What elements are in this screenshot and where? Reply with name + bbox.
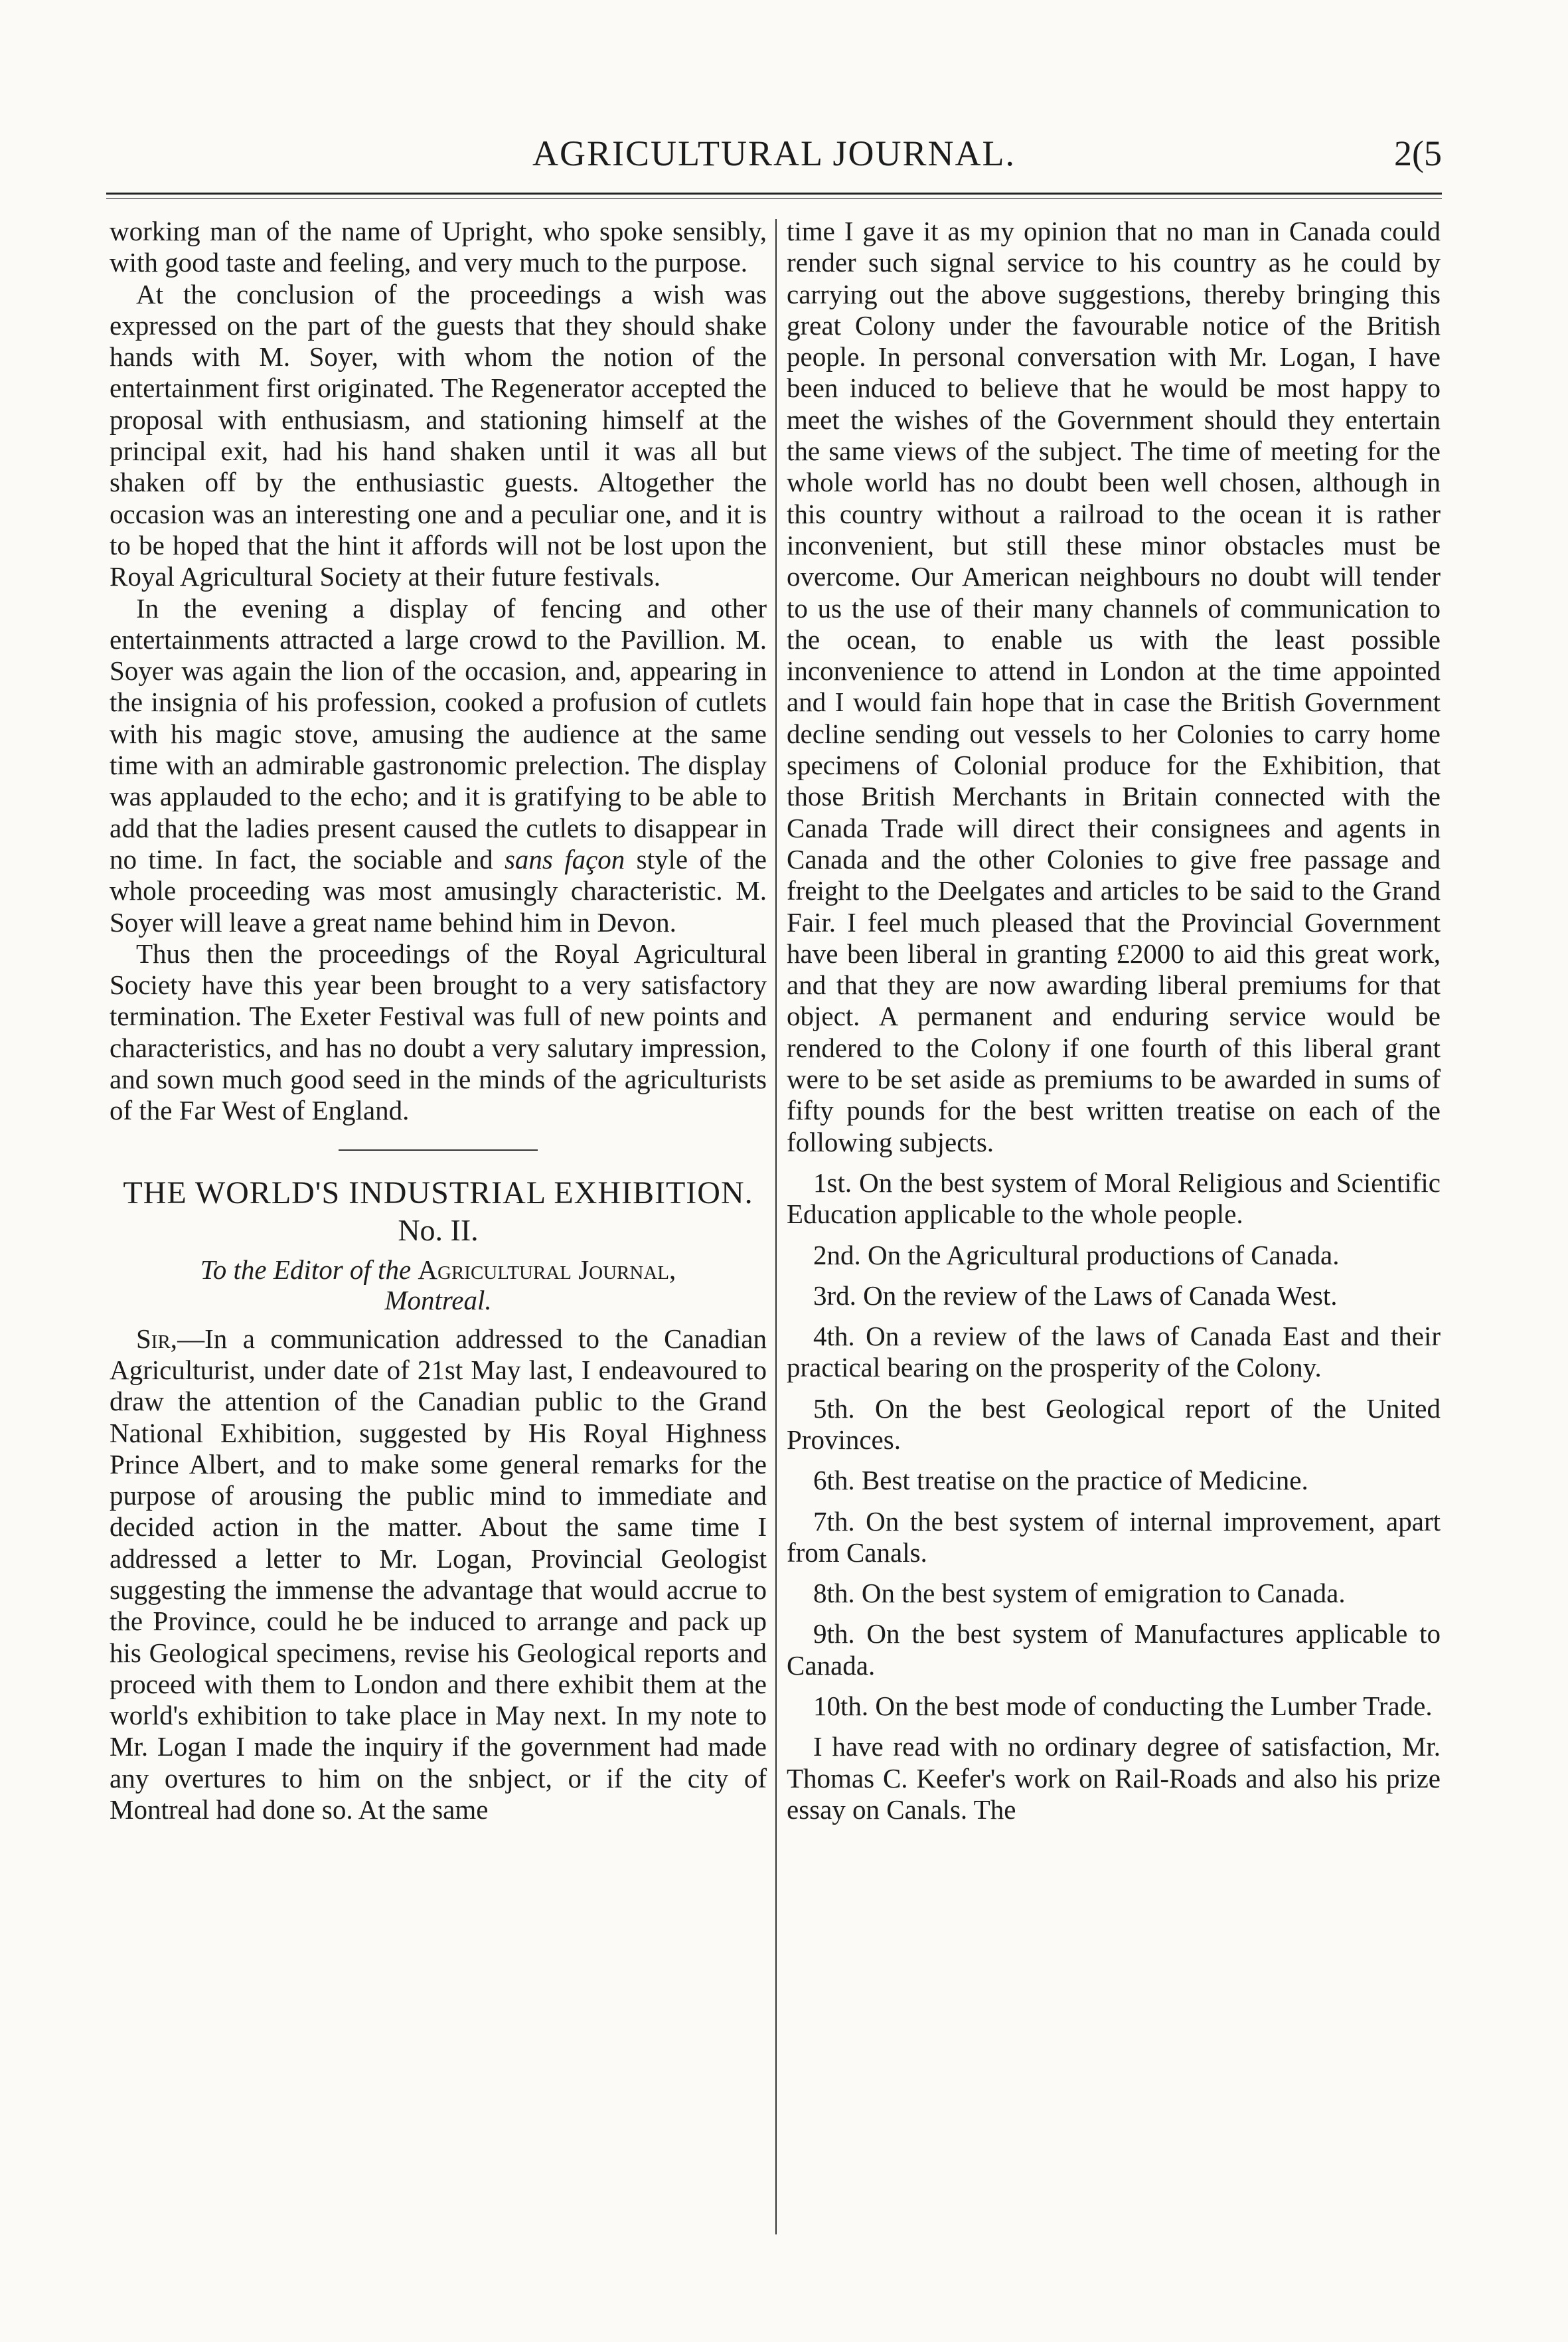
list-item: 8th. On the best system of emigration to Canada. <box>813 1578 1346 1609</box>
left-column <box>110 216 767 1825</box>
italic-phrase: sans façon <box>504 843 625 875</box>
paragraph: Thus then the proceedings of the Royal Agricultural Society have this year been brought to a very satisfactory termination. The Exeter Festival was full of new points and characteristics, and has no doubt a very salutary impression, and sown much good seed in the minds of the agriculturists of the Far West of England. <box>110 938 767 1126</box>
sir-word: Sir, <box>136 1323 178 1354</box>
list-item: 9th. On the best system of Manufactures applicable to Canada. <box>787 1618 1441 1681</box>
header-rule <box>106 193 1442 195</box>
paragraph: time I gave it as my opinion that no man in Canada could render such signal service to his country as he could by carrying out the above suggestions, thereby bringing this great Colony under the favourable notice of the British people. In personal conversation with Mr. Logan, I have been induced to believe that he would be most happy to meet the wishes of the Government should they entertain the same views of the subject. The time of meeting for the whole world has no doubt been well chosen, although in this country without a railroad to the ocean it is rather inconvenient, but still these minor obstacles must be overcome. Our American neighbours no doubt will tender to us the use of their many channels of communication to the ocean, to enable us with the least possible inconvenience to attend in London at the time appointed and I would fain hope that in case the British Government decline sending out vessels to her Colonies to carry home specimens of Colonial produce for the Exhibition, that those British Merchants in Britain connected with the Canada Trade will direct their consignees and agents in Canada and the other Colonies to give free passage and freight to the Deelgates and articles to be said to the Grand Fair. I feel much pleased that the Provincial Government have been liberal in granting £2000 to aid this great work, and that they are now awarding liberal premiums for that object. A permanent and enduring service would be rendered to the Colony if one fourth of this liberal grant were to be set aside as premiums to be awarded in sums of fifty pounds for the best written treatise on each of the following subjects. <box>787 216 1441 1157</box>
text-span: style of the whole proceeding was most amusingly characteristic. M. Soyer will leave a great name behind him in Devon. <box>110 843 767 938</box>
journal-name: Agricultural Journal, <box>418 1254 676 1285</box>
paragraph: I have read with no ordinary degree of satisfaction, Mr. Thomas C. Keefer's work on Rail-Roads and also his prize essay on Canals. The <box>787 1731 1441 1825</box>
paragraph: At the conclusion of the proceedings a wish was expressed on the part of the guests that they should shake hands with M. Soyer, with whom the notion of the entertainment first originated. The Regenerator accepted the proposal with enthusiasm, and stationing himself at the principal exit, had his hand shaken until it was all but shaken off by the enthusiastic guests. Altogether the occasion was an interesting one and a peculiar one, and it is to be hoped that the hint it affords will not be lost upon the Royal Agricultural Society at their future festivals. <box>110 278 767 592</box>
salutation-prefix: To the Editor of the <box>200 1254 412 1285</box>
text-span: In the evening a display of fencing and other entertainments attracted a large crowd to the Pavillion. M. Soyer was again the lion of the occasion, and, appearing in the insignia of his profession, cooked a profusion of cutlets with his magic stove, amusing the audience at the same time with an admirable gastronomic prelection. The display was applauded to the echo; and it is gratifying to be able to add that the ladies present caused the cutlets to disappear in no time. In fact, the sociable and <box>110 592 767 875</box>
column-divider <box>775 219 777 2234</box>
letter-opening <box>110 1323 767 1826</box>
list-item: 4th. On a review of the laws of Canada East and their practical bearing on the prosperity of the Colony. <box>787 1321 1441 1383</box>
list-item: 7th. On the best system of internal improvement, apart from Canals. <box>787 1505 1441 1568</box>
salutation-place: Montreal. <box>384 1284 492 1315</box>
list-item: 1st. On the best system of Moral Religious and Scientific Education applicable to the whole people. <box>787 1167 1441 1230</box>
header-rule-thin <box>106 198 1442 199</box>
section-separator <box>339 1149 538 1151</box>
right-column <box>787 216 1441 1825</box>
page-number: 2(5 <box>1394 133 1442 173</box>
page-header <box>106 126 1442 186</box>
list-item: 2nd. On the Agricultural productions of Canada. <box>813 1239 1340 1270</box>
section-number: No. II. <box>398 1213 479 1247</box>
salutation <box>110 1254 767 1315</box>
running-title: AGRICULTURAL JOURNAL. <box>532 133 1016 173</box>
paragraph: working man of the name of Upright, who spoke sensibly, with good taste and feeling, and very much to the purpose. <box>110 216 767 278</box>
letter-text: —In a communication addressed to the Canadian Agriculturist, under date of 21st May last, I endeavoured to draw the attention of the Canadian public to the Grand National Exhibition, suggested by His Royal Highness Prince Albert, and to make some general remarks for the purpose of arousing the public mind to immediate and decided action in the matter. About the same time I addressed a letter to Mr. Logan, Provincial Geologist suggesting the immense the advantage that would accrue to the Province, could he be induced to arrange and pack up his Geological specimens, revise his Geological reports and proceed with them to London and there exhibit them at the world's exhibition to take place in May next. In my note to Mr. Logan I made the inquiry if the government had made any overtures to him on the snbject, or if the city of Montreal had done so. At the same <box>110 1323 767 1825</box>
section-heading: THE WORLD'S INDUSTRIAL EXHIBITION. <box>123 1175 753 1211</box>
list-item: 10th. On the best mode of conducting the Lumber Trade. <box>813 1691 1433 1722</box>
list-item: 5th. On the best Geological report of the United Provinces. <box>787 1392 1441 1455</box>
list-item: 6th. Best treatise on the practice of Medicine. <box>813 1465 1308 1496</box>
paragraph-evening <box>110 593 767 938</box>
list-item: 3rd. On the review of the Laws of Canada West. <box>813 1280 1338 1311</box>
